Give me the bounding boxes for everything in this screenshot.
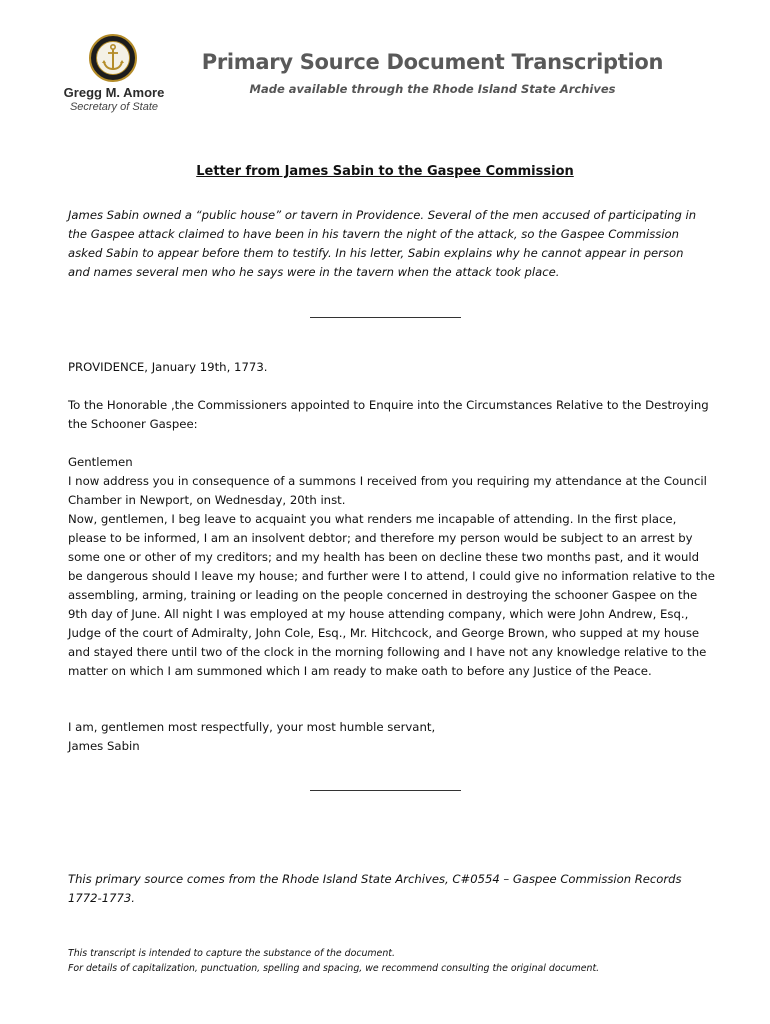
footnote-line-2: For details of capitalization, punctuation, spelling and spacing, we recommend consulting the original document. [68,963,600,974]
letter-salutation: Gentlemen [68,455,133,469]
anchor-icon [100,43,126,73]
letter-closing: I am, gentlemen most respectfully, your most humble servant, [68,720,436,734]
office-holder-title: Secretary of State [69,101,159,113]
document-title: Primary Source Document Transcription [201,50,664,74]
office-holder-name: Gregg M. Amore [63,85,165,100]
letter-paragraph-1: I now address you in consequence of a summons I received from you requiring my attendance at the Council Chamber in Newport, on Wednesday, 20th inst. [68,474,707,507]
intro-paragraph: James Sabin owned a “public house” or tavern in Providence. Several of the men accused of participating in the Gaspee attack claimed to have been in his tavern the night of the attack, so the Gaspee Commission asked Sabin to appear before them to testify. In his letter, Sabin explains why he cannot appear in person and names several men who he says were in the tavern when the attack took place. [68,208,697,279]
letter-heading: Letter from James Sabin to the Gaspee Commission [196,164,574,179]
letter-address: To the Honorable ,the Commissioners appointed to Enquire into the Circumstances Relative to the Destroying the Schooner Gaspee: [68,398,709,431]
section-divider-bottom [310,790,461,791]
letter-dateline: PROVIDENCE, January 19th, 1773. [68,360,268,374]
section-divider-top [310,317,461,318]
document-subtitle: Made available through the Rhode Island State Archives [249,82,616,96]
rhode-island-anchor-seal-icon [89,34,137,82]
source-note: This primary source comes from the Rhode Island State Archives, C#0554 – Gaspee Commission Records 1772-1773. [68,872,682,905]
footnote-line-1: This transcript is intended to capture the substance of the document. [68,948,395,959]
letter-paragraph-2: Now, gentlemen, I beg leave to acquaint you what renders me incapable of attending. In the first place, please to be informed, I am an insolvent debtor; and therefore my person would be subject to an arrest by some one or other of my creditors; and my health has been on decline these two months past, and it would be dangerous should I leave my house; and further were I to attend, I could give no information relative to the assembling, arming, training or leading on the people concerned in destroying the schooner Gaspee on the 9th day of June. All night I was employed at my house attending company, which were John Andrew, Esq., Judge of the court of Admiralty, John Cole, Esq., Mr. Hitchcock, and George Brown, who supped at my house and stayed there until two of the clock in the morning following and I have not any knowledge relative to the matter on which I am summoned which I am ready to make oath to before any Justice of the Peace. [68,512,715,678]
letter-signature: James Sabin [68,739,140,753]
